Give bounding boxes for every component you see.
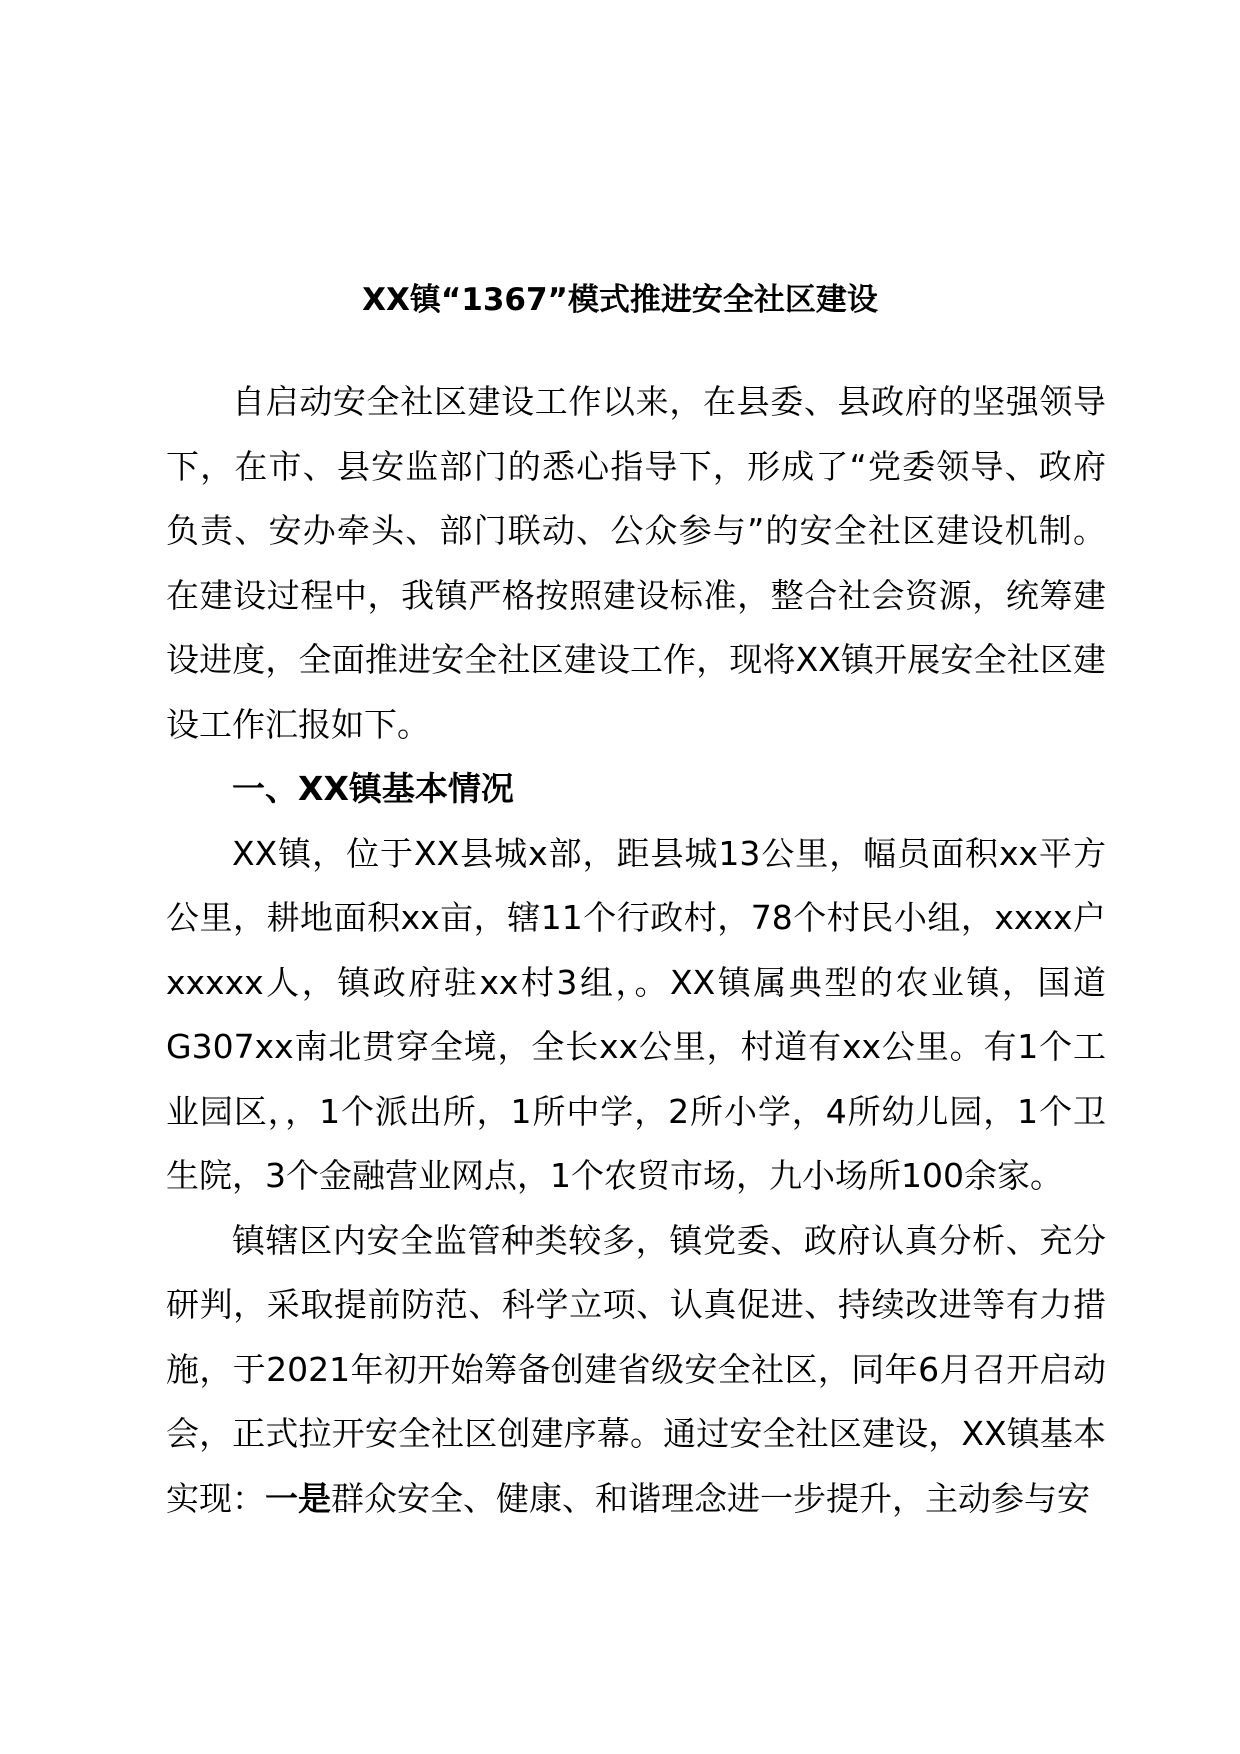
overview-paragraph: XX镇，位于XX县城x部，距县城13公里，幅员面积xx平方公里，耕地面积xx亩，辖11个行政村，78个村民小组，xxxx户xxxxx人，镇政府驻xx村3组，。XX镇属典型的农业镇，国道G307xx南北贯穿全境，全长xx公里，村道有xx公里。有1个工业园区，，1个派出所，1所中学，2所小学，4所幼儿园，1个卫生院，3个金融营业网点，1个农贸市场，九小场所100余家。 (166, 833, 1106, 1195)
document-body (166, 370, 1106, 1531)
achievement-paragraph (166, 1209, 1106, 1532)
achievement-continuation: 群众安全、健康、和谐理念进一步提升，主动参与安 (331, 1478, 1090, 1518)
document-title: XX镇“1367”模式推进安全社区建设 (362, 282, 878, 318)
achievement-text: 镇辖区内安全监管种类较多，镇党委、政府认真分析、充分研判，采取提前防范、科学立项、认真促进、持续改进等有力措施，于2021年初开始筹备创建省级安全社区，同年6月召开启动会，正式拉开安全社区创建序幕。通过安全社区建设，XX镇基本实现： (166, 1220, 1106, 1518)
emphasis-text: 一是 (265, 1478, 331, 1518)
intro-paragraph: 自启动安全社区建设工作以来，在县委、县政府的坚强领导下，在市、县安监部门的悉心指导下，形成了“党委领导、政府负责、安办牵头、部门联动、公众参与”的安全社区建设机制。在建设过程中，我镇严格按照建设标准，整合社会资源，统筹建设进度，全面推进安全社区建设工作，现将XX镇开展安全社区建设工作汇报如下。 (166, 382, 1106, 744)
section-heading: 一、XX镇基本情况 (232, 769, 514, 808)
